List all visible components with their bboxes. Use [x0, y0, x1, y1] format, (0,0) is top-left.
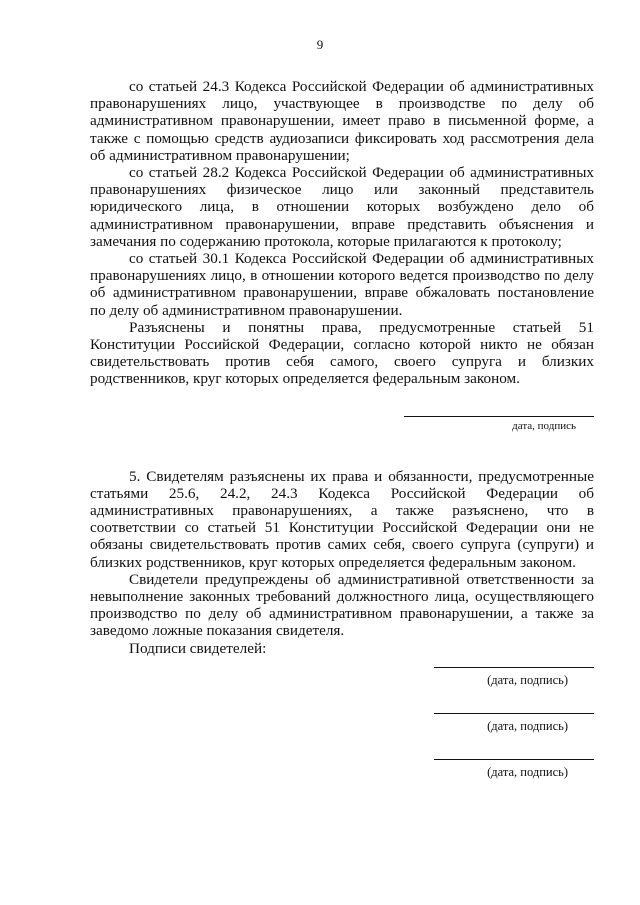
paragraph-constitution-51: Разъяснены и понятны права, предусмотренные статьей 51 Конституции Российской Федерации, согласно которой никто не обязан свидетельствовать против себя самого, своего супруга и близких родственников, круг которых определяется федеральным законом.	[90, 318, 594, 388]
signature-caption: (дата, подпись)	[487, 764, 568, 779]
signature-caption: (дата, подпись)	[487, 718, 568, 733]
paragraph-witness-warning: Свидетели предупреждены об административной ответственности за невыполнение законных требований должностного лица, осуществляющего производство по делу об административном правонарушении, а также за заведомо ложные показания свидетеля.	[90, 570, 594, 640]
paragraph-article-28-2: со статьей 28.2 Кодекса Российской Федерации об административных правонарушениях физическое лицо или законный представитель юридического лица, в отношении которых возбуждено дело об административном правонарушении, вправе представить объяснения и замечания по содержанию протокола, которые прилагаются к протоколу;	[90, 164, 594, 250]
paragraph-article-24-3: со статьей 24.3 Кодекса Российской Федерации об административных правонарушениях лицо, участвующее в производстве по делу об административном правонарушении, имеет право в письменной форме, а также с помощью средств аудиозаписи фиксировать ход рассмотрения дела об административном правонарушении;	[90, 78, 594, 164]
witness-signature-1	[90, 667, 594, 713]
signature-line	[434, 713, 594, 714]
signature-line	[404, 416, 594, 417]
signature-caption: дата, подпись	[512, 419, 576, 432]
witness-signatures-label: Подписи свидетелей:	[129, 639, 267, 657]
paragraph-article-30-1: со статьей 30.1 Кодекса Российской Федерации об административных правонарушениях лицо, в отношении которого ведется производство по делу об административном правонарушении, вправе обжаловать постановление по делу об административном правонарушении.	[90, 250, 594, 319]
signature-caption: (дата, подпись)	[487, 672, 568, 687]
document-body	[90, 78, 594, 805]
signature-block-1	[90, 416, 594, 444]
signature-line	[434, 759, 594, 760]
paragraph-witness-rights: 5. Свидетелям разъяснены их права и обязанности, предусмотренные статьями 25.6, 24.2, 24.3 Кодекса Российской Федерации об административных правонарушениях, а также разъяснено, что в соответствии со статьей 51 Конституции Российской Федерации они не обязаны свидетельствовать против самих себя, своего супруга (супруги) и близких родственников, круг которых определяется федеральным законом.	[90, 467, 594, 571]
witness-signature-3	[90, 759, 594, 805]
page-number: 9	[316, 37, 324, 52]
witness-signature-2	[90, 713, 594, 759]
signature-line	[434, 667, 594, 668]
